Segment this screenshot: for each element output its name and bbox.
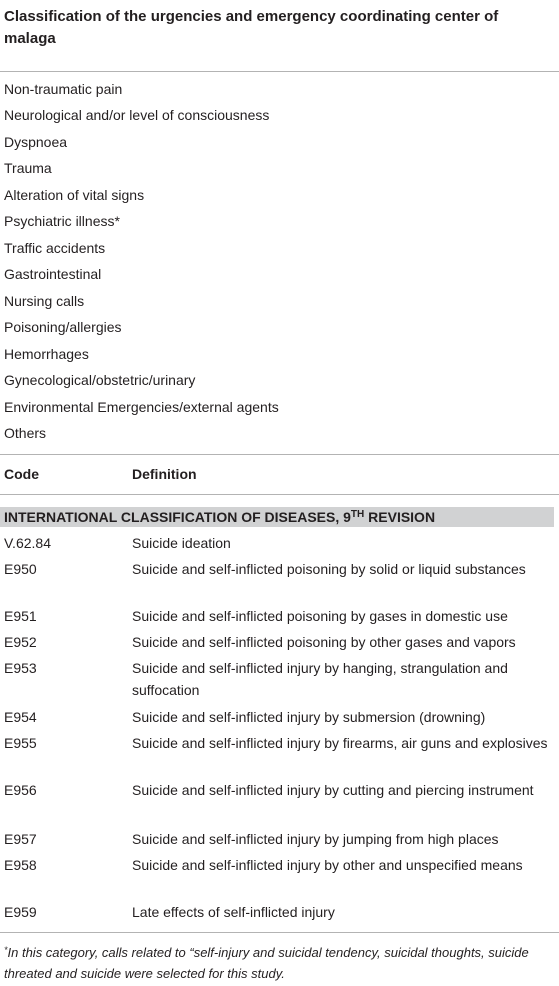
section-heading	[0, 507, 554, 527]
row-definition: Suicide and self-inflicted injury by hanging, strangulation and suffocation	[132, 660, 508, 698]
row-code: E954	[4, 709, 37, 725]
row-definition: Suicide and self-inflicted injury by other and unspecified means	[132, 857, 523, 873]
bottom-rule	[0, 932, 559, 933]
category-item: Alteration of vital signs	[4, 187, 145, 203]
row-code: E952	[4, 634, 37, 650]
category-item: Gynecological/obstetric/urinary	[4, 372, 196, 388]
category-item: Dyspnoea	[4, 134, 68, 150]
row-definition: Suicide and self-inflicted injury by jumping from high places	[132, 831, 499, 847]
footnote-text: In this category, calls related to “self-injury and suicidal tendency, suicidal thoughts, suicide threated and suicide were selected for this study.	[4, 945, 529, 981]
row-code: E951	[4, 608, 37, 624]
row-definition: Suicide and self-inflicted injury by submersion (drowning)	[132, 709, 486, 725]
header-top-rule	[0, 454, 559, 455]
row-code: V.62.84	[4, 535, 51, 551]
category-item: Others	[4, 425, 47, 441]
row-definition: Suicide and self-inflicted poisoning by gases in domestic use	[132, 608, 508, 624]
header-bottom-rule	[0, 494, 559, 495]
category-item: Poisoning/allergies	[4, 319, 122, 335]
category-item: Gastrointestinal	[4, 266, 102, 282]
section-heading-superscript: TH	[350, 509, 365, 520]
category-item: Traffic accidents	[4, 240, 106, 256]
row-definition: Late effects of self-inflicted injury	[132, 904, 335, 920]
row-definition: Suicide and self-inflicted poisoning by other gases and vapors	[132, 634, 516, 650]
category-item: Trauma	[4, 160, 52, 176]
row-code: E950	[4, 561, 37, 577]
section-heading-suffix: REVISION	[364, 509, 436, 525]
row-definition: Suicide ideation	[132, 535, 231, 551]
footnote-mark: *	[4, 945, 8, 955]
row-definition: Suicide and self-inflicted injury by firearms, air guns and explosives	[132, 735, 548, 751]
row-definition: Suicide and self-inflicted injury by cutting and piercing instrument	[132, 782, 534, 798]
table-title: Classification of the urgencies and emergency coordinating center of malaga	[4, 8, 499, 47]
row-code: E957	[4, 831, 37, 847]
top-rule	[0, 71, 559, 72]
category-item: Hemorrhages	[4, 346, 89, 362]
category-item: Non-traumatic pain	[4, 81, 123, 97]
category-item: Psychiatric illness*	[4, 213, 120, 229]
row-code: E959	[4, 904, 37, 920]
row-code: E953	[4, 660, 37, 676]
footnote	[4, 942, 556, 984]
category-item: Nursing calls	[4, 293, 85, 309]
row-definition: Suicide and self-inflicted poisoning by solid or liquid substances	[132, 561, 526, 577]
row-code: E955	[4, 735, 37, 751]
category-item: Neurological and/or level of consciousness	[4, 107, 270, 123]
row-code: E958	[4, 857, 37, 873]
section-heading-text: INTERNATIONAL CLASSIFICATION OF DISEASES, 9	[4, 509, 351, 525]
row-code: E956	[4, 782, 37, 798]
category-item: Environmental Emergencies/external agents	[4, 399, 279, 415]
definition-column-header: Definition	[132, 466, 197, 482]
code-column-header: Code	[4, 466, 39, 482]
